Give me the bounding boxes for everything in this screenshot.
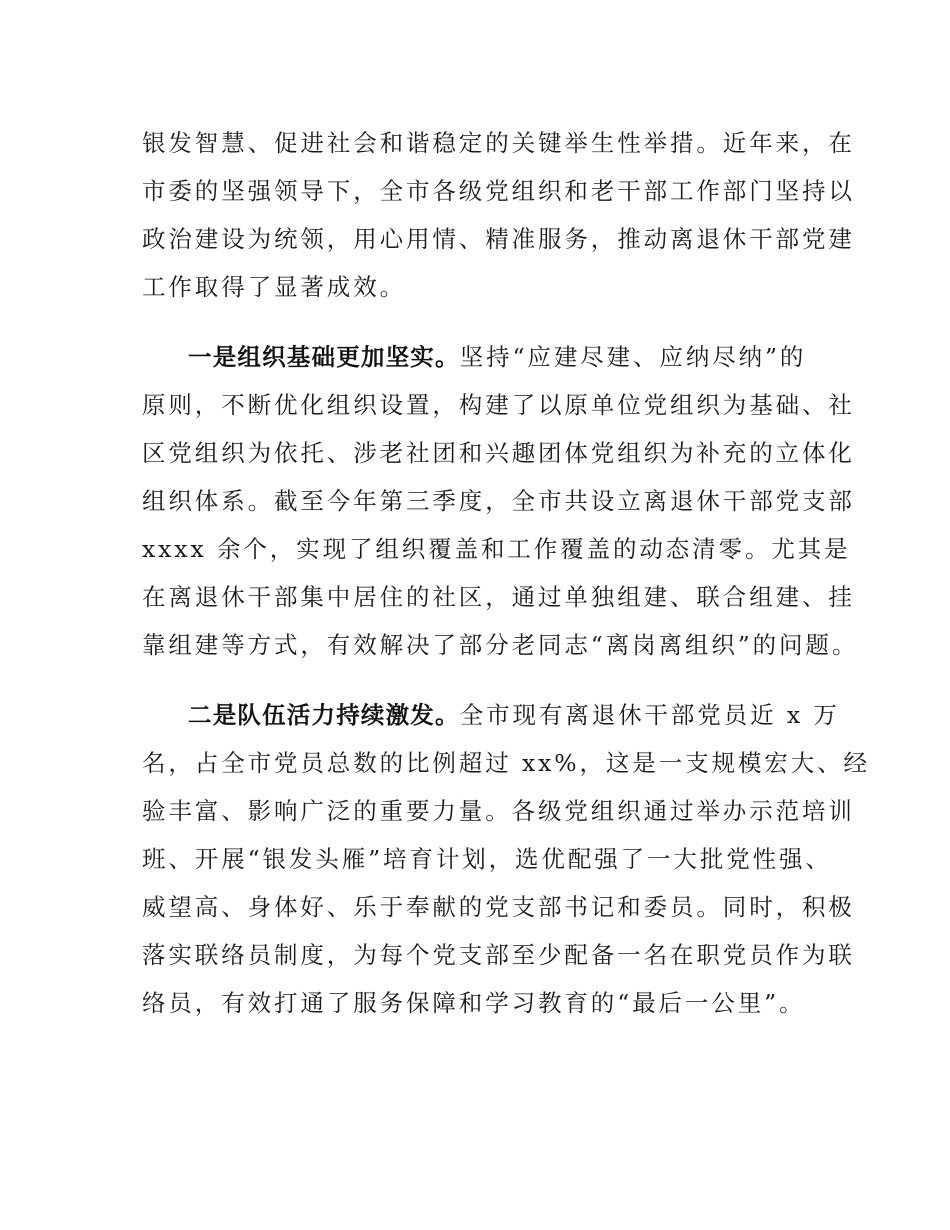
paragraph-two-line-7: 络员，有效打通了服务保障和学习教育的“最后一公里”。: [142, 989, 806, 1017]
paragraph-two-line-5: 威望高、身体好、乐于奉献的党支部书记和委员。同时，积极: [142, 893, 855, 921]
paragraph-one-line-3: 区党组织为依托、涉老社团和兴趣团体党组织为补充的立体化: [142, 439, 855, 467]
paragraph-two-first-line: [188, 695, 840, 735]
paragraph-one-heading: 一是组织基础更加坚实。: [188, 343, 460, 371]
paragraph-two-heading: 二是队伍活力持续激发。: [188, 701, 460, 729]
intro-line-1: 银发智慧、促进社会和谐稳定的关键举生性举措。近年来，在: [142, 129, 855, 157]
paragraph-one-line-4: 组织体系。截至今年第三季度，全市共设立离退休干部党支部: [142, 487, 855, 515]
paragraph-one-line-7: 靠组建等方式，有效解决了部分老同志“离岗离组织”的问题。: [142, 631, 859, 659]
paragraph-two-line-3: 验丰富、影响广泛的重要力量。各级党组织通过举办示范培训: [142, 797, 855, 825]
intro-line-2: 市委的坚强领导下，全市各级党组织和老干部工作部门坚持以: [142, 177, 855, 205]
paragraph-one-first-line: [188, 337, 806, 377]
intro-line-4: 工作取得了显著成效。: [142, 273, 406, 301]
paragraph-two-line-4: 班、开展“银发头雁”培育计划，选优配强了一大批党性强、: [142, 845, 832, 873]
paragraph-one-first-line-text: 坚持“应建尽建、应纳尽纳”的: [459, 343, 807, 371]
intro-line-3: 政治建设为统领，用心用情、精准服务，推动离退休干部党建: [142, 225, 855, 253]
paragraph-two-line-2: 名，占全市党员总数的比例超过 xx%，这是一支规模宏大、经: [142, 749, 870, 777]
paragraph-two-first-line-text: 全市现有离退休干部党员近 x 万: [459, 701, 840, 729]
paragraph-two-line-6: 落实联络员制度，为每个党支部至少配备一名在职党员作为联: [142, 941, 855, 969]
paragraph-one-line-2: 原则，不断优化组织设置，构建了以原单位党组织为基础、社: [142, 391, 855, 419]
paragraph-one-line-6: 在离退休干部集中居住的社区，通过单独组建、联合组建、挂: [142, 583, 855, 611]
paragraph-one-line-5: xxxx 余个，实现了组织覆盖和工作覆盖的动态清零。尤其是: [142, 535, 851, 563]
